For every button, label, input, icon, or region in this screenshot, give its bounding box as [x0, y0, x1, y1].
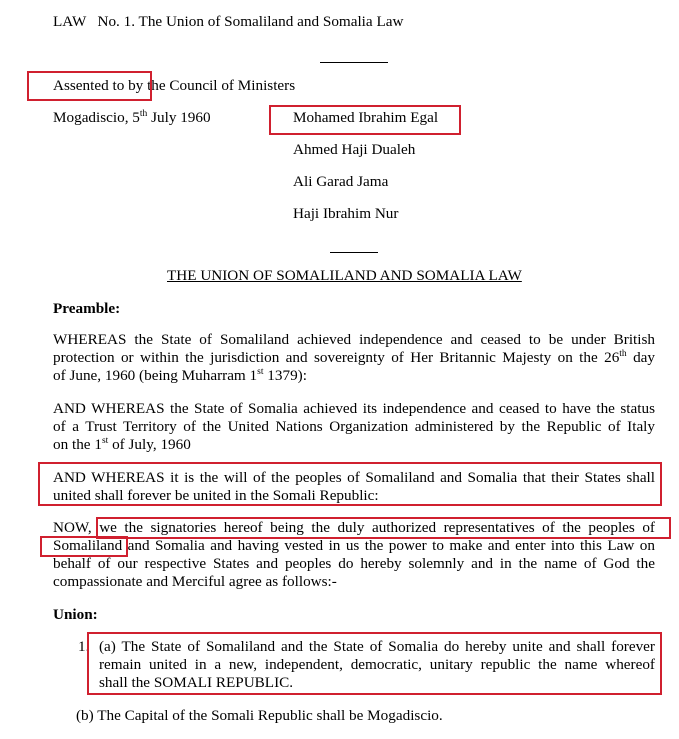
preamble-paragraph-1: WHEREAS the State of Somaliland achieved independence and ceased to be under British protection or within the jurisdiction and sovereignty of Her Britannic Majesty on the 26th day of June, 1960 (being Muharram 1st 1379):: [53, 331, 655, 384]
union-item-b: (b) The Capital of the Somali Republic shall be Mogadiscio.: [76, 707, 443, 724]
union-item-number: 1.: [78, 638, 90, 655]
signatory-3: Ali Garad Jama: [293, 173, 389, 190]
assent-prefix: Assented to by: [53, 77, 144, 94]
signatory-1: Mohamed Ibrahim Egal: [293, 109, 439, 126]
preamble-paragraph-2: AND WHEREAS the State of Somalia achieved its independence and ceased to have the status of a Trust Territory of the United Nations Organization administered by the Republic of Italy on the 1st of July, 1960: [53, 400, 655, 453]
signatory-4: Haji Ibrahim Nur: [293, 205, 399, 222]
assent-line: [53, 77, 295, 95]
law-title: THE UNION OF SOMALILAND AND SOMALIA LAW: [167, 267, 522, 284]
separator-rule-2: [330, 252, 378, 253]
preamble-heading: Preamble:: [53, 300, 121, 317]
signatory-2: Ahmed Haji Dualeh: [293, 141, 416, 158]
separator-rule: [320, 62, 388, 63]
preamble-paragraph-3: AND WHEREAS it is the will of the peoples of Somaliland and Somalia that their States shall united shall forever be united in the Somali Republic:: [53, 469, 655, 504]
preamble-paragraph-4: NOW, we the signatories hereof being the duly authorized representatives of the peoples of Somaliland and Somalia and having vested in us the power to make and enter into this Law on behalf of our respective States and peoples do hereby solemnly and in the name of God the compassionate and Merciful agree as follows:-: [53, 519, 655, 590]
assent-suffix: the Council of Ministers: [143, 77, 296, 94]
law-header: LAW No. 1. The Union of Somaliland and Somalia Law: [53, 13, 404, 30]
union-item-a: (a) The State of Somaliland and the State of Somalia do hereby unite and shall forever remain united in a new, independent, democratic, unitary republic the name whereof shall the SOMALI REPUBLIC.: [99, 638, 655, 691]
place-date: Mogadiscio, 5th July 1960: [53, 109, 211, 126]
union-heading: Union:: [53, 606, 98, 623]
